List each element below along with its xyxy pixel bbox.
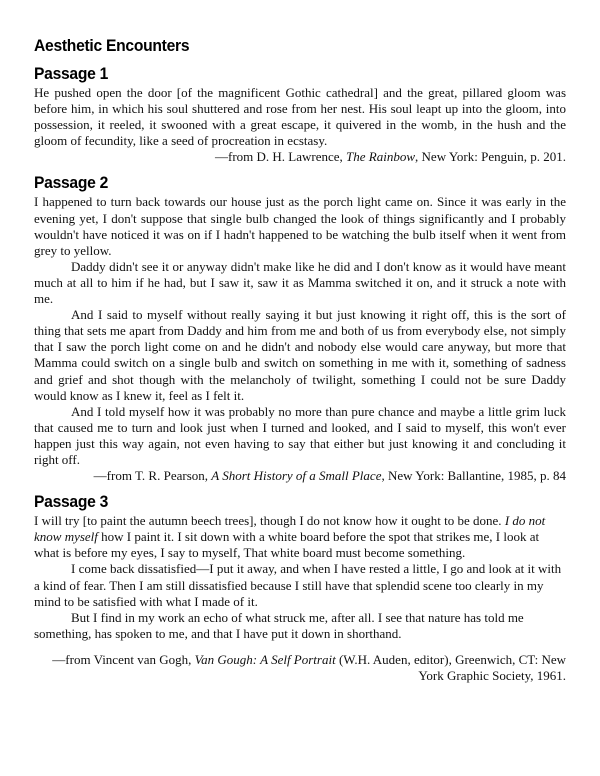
citation-suffix: , New York: Penguin, p. 201. xyxy=(415,149,566,165)
passage-2-paragraph: And I said to myself without really saying it but just knowing it right off, this is the sort of thing that sets me apart from Daddy and him from me and both of us from everybody else, not simply that I saw the porch light come on and he didn't and nobody else would care anyway, but more that Mamma could switch on a single bulb and switch on something in me with it, something of sadness and grief and shot though with the melancholy of twilight, something I could not be sure Daddy would know as I knew it, feel as I felt it. xyxy=(34,307,566,403)
passage-3-text: how I paint it. I sit down with a white board before the spot that strikes me, I look at what is before my eyes, I say to myself, That white board must become something. xyxy=(34,529,540,561)
passage-3-paragraph xyxy=(34,513,566,561)
passage-3-citation xyxy=(34,652,566,684)
citation-title: A Short History of a Small Place xyxy=(211,468,382,484)
passage-2-citation xyxy=(34,468,566,484)
passage-3-text: I will try [to paint the autumn beech trees], though I do not know how it ought to be done. xyxy=(34,513,505,529)
citation-suffix: , New York: Ballantine, 1985, p. 84 xyxy=(381,468,566,484)
passage-3-paragraph: But I find in my work an echo of what struck me, after all. I see that nature has told me something, has spoken to me, and that I have put it down in shorthand. xyxy=(34,609,524,641)
passage-2-paragraph: I happened to turn back towards our house just as the porch light came on. Since it was early in the evening yet, I don't suppose that single bulb changed the look of things significantly and I probably wouldn't have noticed it was on if I hadn't happened to be watching the bulb itself when it went from grey to yellow. xyxy=(34,194,566,258)
passage-3-paragraph: I come back dissatisfied—I put it away, and when I have rested a little, I go and look at it with a kind of fear. Then I am still dissatisfied because I still have that splendid scene too clearly in my mind to be satisfied with what I made of it. xyxy=(34,561,562,609)
passage-2-heading: Passage 2 xyxy=(34,173,109,193)
citation-prefix: —from T. R. Pearson, xyxy=(93,468,212,484)
passage-3-heading: Passage 3 xyxy=(34,492,109,512)
passage-1-citation xyxy=(34,149,566,165)
passage-3-italic-text: I do not know myself xyxy=(34,513,546,545)
citation-title: The Rainbow xyxy=(346,149,416,165)
citation-title: Van Gough: A Self Portrait xyxy=(194,651,336,667)
citation-prefix: —from D. H. Lawrence, xyxy=(215,149,347,165)
citation-prefix: —from Vincent van Gogh, xyxy=(52,651,195,667)
passage-2-paragraph: And I told myself how it was probably no more than pure chance and maybe a little grim luck that caused me to turn and look just when I turned and looked, and I said to myself, this won't ever happen just this way again, not even having to say that either but just knowing it and concluding it right off. xyxy=(34,403,566,467)
citation-suffix: (W.H. Auden, editor), Greenwich, CT: New York Graphic Society, 1961. xyxy=(335,651,566,683)
passage-1-text: He pushed open the door [of the magnificent Gothic cathedral] and the great, pillared gloom was before him, in which his soul shuttered and rose from her nest. His soul leapt up into the gloom, into possession, it reeled, it swooned with a great escape, it quivered in the womb, in the hush and the gloom of fecundity, like a seed of procreation in ecstasy. xyxy=(34,85,566,149)
passage-1-heading: Passage 1 xyxy=(34,64,109,83)
passage-2-paragraph: Daddy didn't see it or anyway didn't make like he did and I don't know as it would have meant much at all to him if he had, but I saw it, saw it as Mamma switched it on, and it struck a note with me. xyxy=(34,258,566,307)
document-page xyxy=(34,34,566,684)
document-title: Aesthetic Encounters xyxy=(34,36,190,55)
